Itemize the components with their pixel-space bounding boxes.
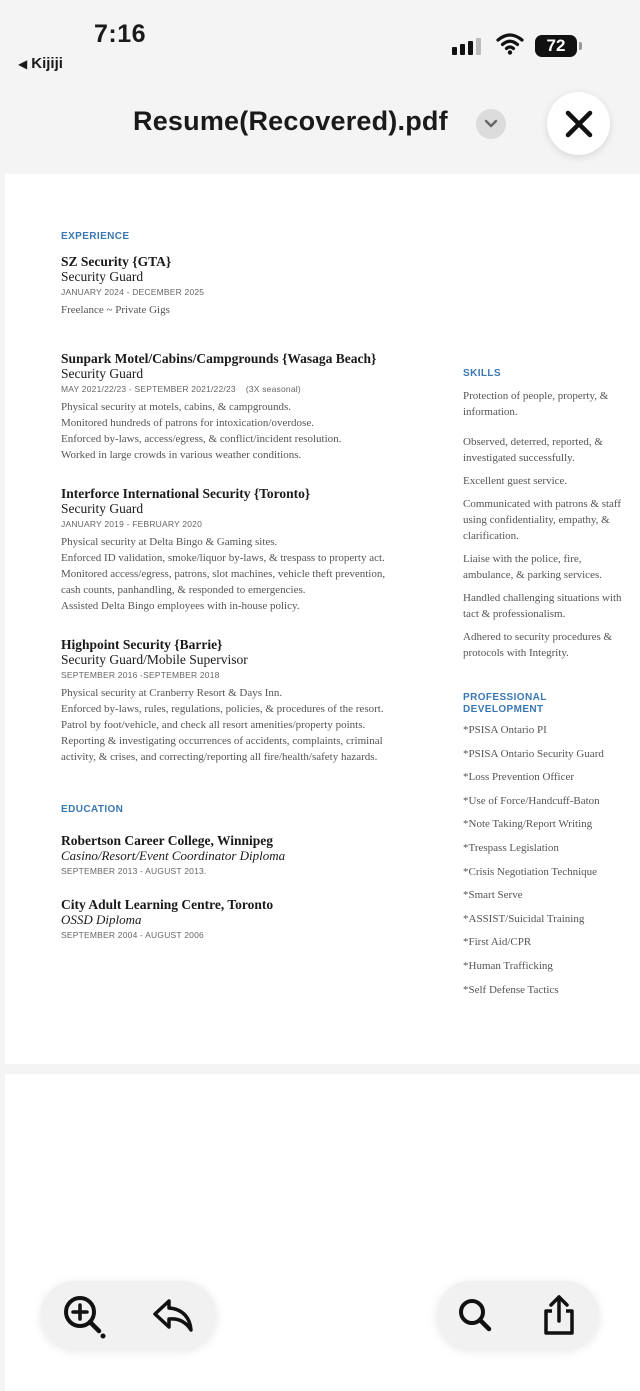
school-name: Robertson Career College, Winnipeg <box>61 833 273 848</box>
job-description <box>61 302 431 318</box>
education-entry <box>61 833 431 876</box>
dev-heading-line: DEVELOPMENT <box>463 704 544 715</box>
job-line: cash counts, panhandling, & responded to emergencies. <box>61 584 306 596</box>
job-line: Assisted Delta Bingo employees with in-house policy. <box>61 600 300 612</box>
dev-heading-line: PROFESSIONAL <box>463 692 547 703</box>
bottom-toolbar-left <box>41 1281 216 1349</box>
skill-item: Adhered to security procedures & protocols with Integrity. <box>463 631 613 659</box>
job-dates: JANUARY 2024 - DECEMBER 2025 <box>61 287 205 297</box>
battery-cap <box>579 42 582 50</box>
zoom-in-button[interactable] <box>59 1291 107 1339</box>
skills-list <box>463 388 623 668</box>
job-dates: JANUARY 2019 - FEBRUARY 2020 <box>61 519 203 529</box>
job-line: Physical security at Delta Bingo & Gaming sites. <box>61 536 278 548</box>
job-line: activity, & crises, and correcting/reporting all fire/health/safety hazards. <box>61 751 378 763</box>
development-item: *Use of Force/Handcuff-Baton <box>463 794 600 807</box>
job-description <box>61 399 431 463</box>
job-entry <box>61 486 431 614</box>
education-dates: SEPTEMBER 2004 - AUGUST 2006 <box>61 930 204 940</box>
document-header <box>0 90 640 170</box>
education-entry <box>61 897 431 940</box>
development-item: *Note Taking/Report Writing <box>463 818 593 831</box>
job-line: Monitored access/egress, patrons, slot machines, vehicle theft prevention, <box>61 568 386 580</box>
skill-item: Protection of people, property, & information. <box>463 390 609 418</box>
development-item: *PSISA Ontario PI <box>463 724 547 736</box>
school-name: City Adult Learning Centre, Toronto <box>61 897 274 912</box>
back-to-app-button[interactable] <box>18 55 63 72</box>
back-triangle-icon: ◀ <box>18 56 28 71</box>
job-line: Worked in large crowds in various weather conditions. <box>61 449 302 461</box>
reply-icon <box>151 1295 195 1335</box>
development-item: *ASSIST/Suicidal Training <box>463 912 585 925</box>
development-item: *Human Trafficking <box>463 959 553 972</box>
skill-item: Liaise with the police, fire, ambulance, & parking services. <box>463 553 602 581</box>
degree-name: Casino/Resort/Event Coordinator Diploma <box>61 848 286 863</box>
document-title[interactable]: Resume(Recovered).pdf <box>133 106 448 136</box>
development-item: *First Aid/CPR <box>463 936 532 949</box>
wifi-icon <box>496 33 524 55</box>
share-button[interactable] <box>535 1291 583 1339</box>
job-dates: SEPTEMBER 2016 -SEPTEMBER 2018 <box>61 670 220 680</box>
skill-item: Handled challenging situations with tact & professionalism. <box>463 592 622 620</box>
development-list <box>463 724 633 1007</box>
job-dates-range: MAY 2021/22/23 - SEPTEMBER 2021/22/23 <box>61 384 236 394</box>
close-icon <box>564 109 594 139</box>
job-line: Physical security at motels, cabins, & campgrounds. <box>61 401 292 413</box>
job-role: Security Guard <box>61 366 144 381</box>
job-line: Patrol by foot/vehicle, and check all resort amenities/property points. <box>61 719 366 731</box>
job-entry <box>61 637 431 765</box>
chevron-down-icon <box>484 119 498 129</box>
job-role: Security Guard/Mobile Supervisor <box>61 652 248 667</box>
job-role: Security Guard <box>61 501 144 516</box>
cellular-signal-icon <box>452 38 481 55</box>
skill-item: Communicated with patrons & staff using confidentiality, empathy, & clarification. <box>463 498 622 542</box>
close-button[interactable] <box>547 92 610 155</box>
development-item: *Self Defense Tactics <box>463 983 559 996</box>
search-icon <box>455 1295 495 1335</box>
job-role: Security Guard <box>61 269 144 284</box>
development-item: *Smart Serve <box>463 889 523 902</box>
job-org: Interforce International Security {Toronto} <box>61 486 311 501</box>
job-line: Freelance ~ Private Gigs <box>61 304 170 316</box>
job-line: Enforced by-laws, access/egress, & conflict/incident resolution. <box>61 433 342 445</box>
job-dates-note: (3X seasonal) <box>245 384 301 394</box>
bottom-toolbar-right <box>437 1281 599 1349</box>
reply-button[interactable] <box>149 1291 197 1339</box>
education-dates: SEPTEMBER 2013 - AUGUST 2013. <box>61 866 207 876</box>
job-line: Enforced ID validation, smoke/liquor by-laws, & trespass to property act. <box>61 552 385 564</box>
job-description <box>61 685 431 765</box>
battery-indicator: 72 <box>535 35 577 57</box>
share-icon <box>539 1293 579 1337</box>
zoom-in-icon <box>59 1291 107 1339</box>
development-item: *PSISA Ontario Security Guard <box>463 747 604 760</box>
job-line: Enforced by-laws, rules, regulations, policies, & procedures of the resort. <box>61 703 384 715</box>
job-entry <box>61 254 431 318</box>
job-org: Highpoint Security {Barrie} <box>61 637 223 652</box>
status-time: 7:16 <box>94 20 147 48</box>
search-button[interactable] <box>451 1291 499 1339</box>
job-org: Sunpark Motel/Cabins/Campgrounds {Wasaga Beach} <box>61 351 377 366</box>
job-description <box>61 534 431 614</box>
job-line: Reporting & investigating occurrences of accidents, complaints, criminal <box>61 735 383 747</box>
degree-name: OSSD Diploma <box>61 912 142 927</box>
skills-heading: SKILLS <box>463 368 501 379</box>
education-heading: EDUCATION <box>61 804 124 815</box>
development-item: *Loss Prevention Officer <box>463 771 574 784</box>
status-bar <box>0 0 640 90</box>
experience-heading: EXPERIENCE <box>61 231 130 242</box>
development-item: *Trespass Legislation <box>463 841 559 854</box>
job-entry <box>61 351 431 463</box>
development-item: *Crisis Negotiation Technique <box>463 865 598 878</box>
job-dates <box>61 384 431 394</box>
pdf-page[interactable] <box>5 174 640 1064</box>
job-line: Monitored hundreds of patrons for intoxication/overdose. <box>61 417 314 429</box>
job-line: Physical security at Cranberry Resort & Days Inn. <box>61 687 283 699</box>
back-app-label: Kijiji <box>31 55 63 72</box>
title-menu-button[interactable] <box>476 109 506 139</box>
skill-item: Observed, deterred, reported, & investigated successfully. <box>463 436 603 464</box>
job-org: SZ Security {GTA} <box>61 254 172 269</box>
skill-item: Excellent guest service. <box>463 475 568 487</box>
professional-development-heading <box>463 692 547 716</box>
